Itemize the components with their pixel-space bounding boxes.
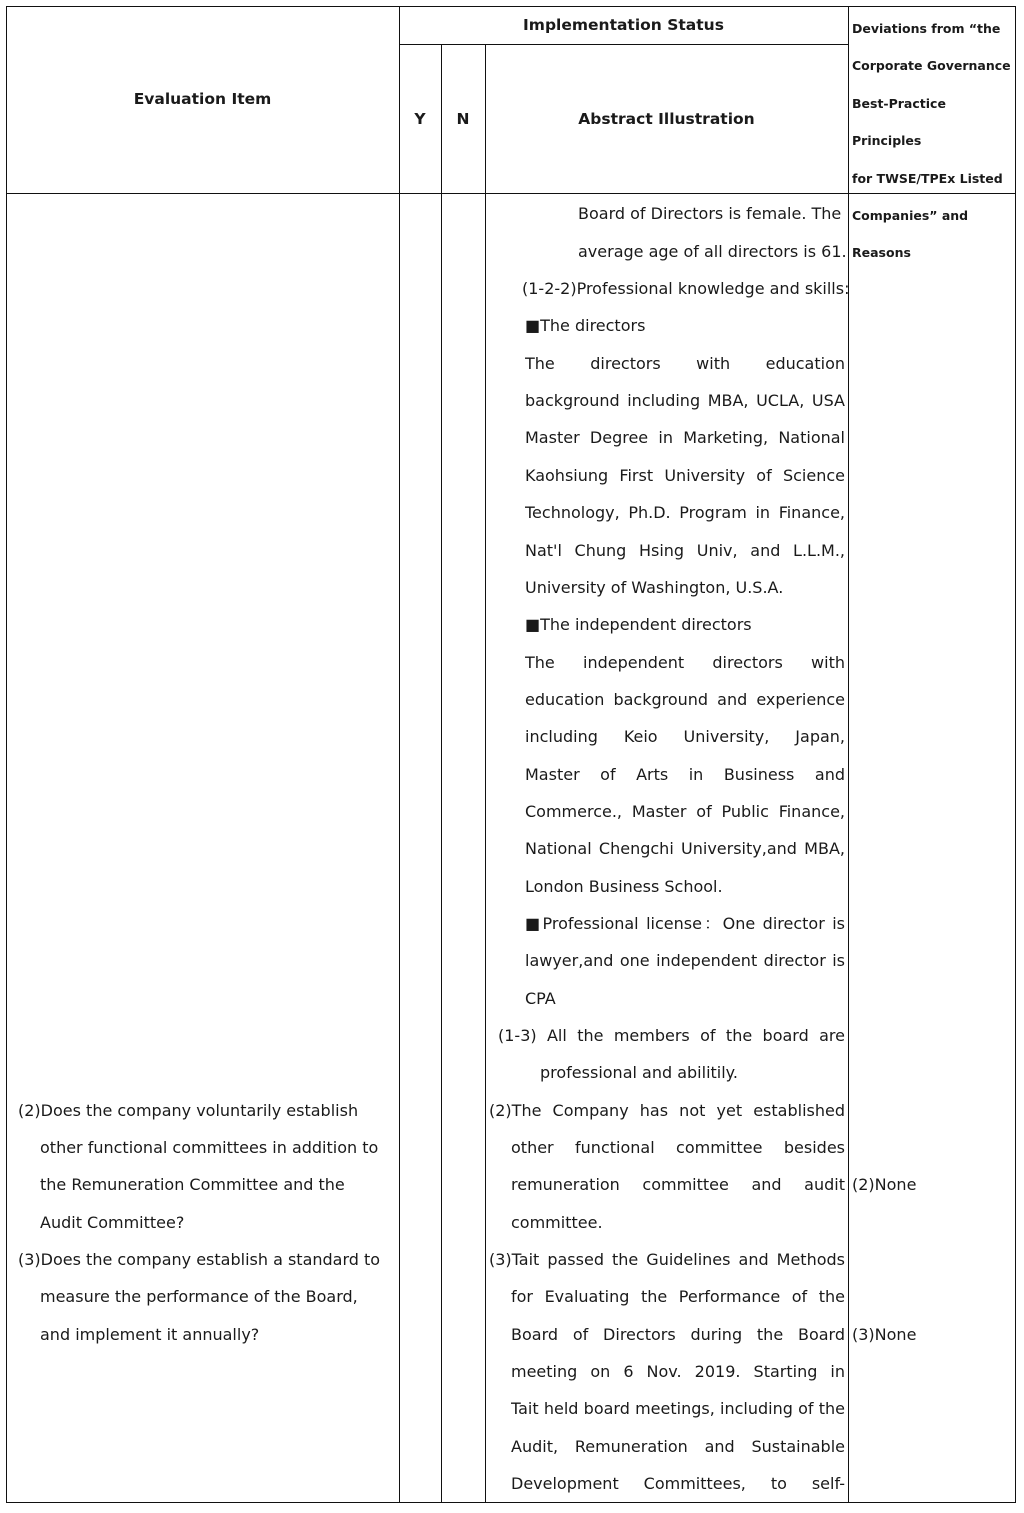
evaluation-item-line: measure the performance of the Board, (40, 1287, 358, 1306)
deviations-header-line: Best-Practice Principles (852, 95, 946, 149)
deviations-header-line: Deviations from “the (852, 21, 1001, 36)
illustration-line: meeting on 6 Nov. 2019. Starting in (511, 1362, 845, 1381)
deviations-header-line: Companies” and Reasons (852, 208, 969, 261)
illustration-line: Master of Arts in Business and (525, 765, 845, 784)
illustration-line: for Evaluating the Performance of the (511, 1287, 845, 1306)
abstract-illustration-header: Abstract Illustration (578, 110, 755, 128)
deviation-item-2: (2)None (852, 1175, 917, 1194)
col-divider-item (399, 6, 400, 1503)
deviations-header-line: for TWSE/TPEx Listed (852, 170, 1003, 186)
evaluation-item-line: (2)Does the company voluntarily establish (18, 1101, 359, 1120)
illustration-line: average age of all directors is 61. (578, 242, 847, 261)
illustration-line: Nat'l Chung Hsing Univ, and L.L.M., (525, 541, 845, 560)
illustration-line: (1-2-2)Professional knowledge and skills: (522, 279, 850, 298)
illustration-line: Board of Directors during the Board (511, 1325, 845, 1344)
illustration-line: University of Washington, U.S.A. (525, 578, 784, 597)
illustration-line: Master Degree in Marketing, National (525, 428, 845, 447)
deviations-header (852, 10, 1014, 272)
evaluation-item-line: (3)Does the company establish a standard to (18, 1250, 381, 1269)
illustration-line: The independent directors with (525, 653, 845, 672)
illustration-line: including Keio University, Japan, (525, 727, 845, 746)
col-divider-y (441, 44, 442, 1503)
deviation-item-3: (3)None (852, 1325, 917, 1344)
deviations-header-line: Corporate Governance (852, 58, 1011, 74)
evaluation-item-line: other functional committees in addition to (40, 1138, 379, 1157)
col-divider-n (485, 44, 486, 1503)
illustration-line: remuneration committee and audit (511, 1175, 845, 1194)
evaluation-item-line: and implement it annually? (40, 1325, 260, 1344)
illustration-line: Tait held board meetings, including of the (511, 1399, 845, 1418)
evaluation-item-line: the Remuneration Committee and the (40, 1175, 345, 1194)
illustration-line: Kaohsiung First University of Science (525, 466, 845, 485)
evaluation-item-header: Evaluation Item (133, 90, 272, 108)
illustration-line: ■The independent directors (525, 615, 752, 634)
illustration-line: National Chengchi University,and MBA, (525, 839, 845, 858)
y-column-header: Y (414, 110, 426, 128)
evaluation-item-line: Audit Committee? (40, 1213, 185, 1232)
illustration-line: The directors with education (525, 354, 845, 373)
illustration-line: Technology, Ph.D. Program in Finance, (525, 503, 845, 522)
illustration-line: Audit, Remuneration and Sustainable (511, 1437, 845, 1456)
illustration-line: professional and abilitily. (540, 1063, 738, 1082)
illustration-line: CPA (525, 989, 556, 1008)
illustration-line: Commerce., Master of Public Finance, (525, 802, 845, 821)
illustration-line: (2)The Company has not yet established (489, 1101, 845, 1120)
illustration-line: committee. (511, 1213, 603, 1232)
n-column-header: N (456, 110, 470, 128)
illustration-line: (3)Tait passed the Guidelines and Methods (489, 1250, 845, 1269)
implementation-status-header: Implementation Status (523, 16, 724, 34)
illustration-line: other functional committee besides (511, 1138, 845, 1157)
illustration-line: Board of Directors is female. The (578, 204, 842, 223)
illustration-line: lawyer,and one independent director is (525, 951, 845, 970)
illustration-line: education background and experience (525, 690, 845, 709)
illustration-line: ■The directors (525, 316, 646, 335)
col-divider-deviations (848, 6, 849, 1503)
illustration-line: background including MBA, UCLA, USA (525, 391, 845, 410)
illustration-line: London Business School. (525, 877, 723, 896)
status-subheader-divider (399, 44, 848, 45)
illustration-line: (1-3) All the members of the board are (498, 1026, 845, 1045)
illustration-line: ■Professional license：One director is (525, 914, 845, 933)
illustration-line: Development Committees, to self- (511, 1474, 845, 1493)
